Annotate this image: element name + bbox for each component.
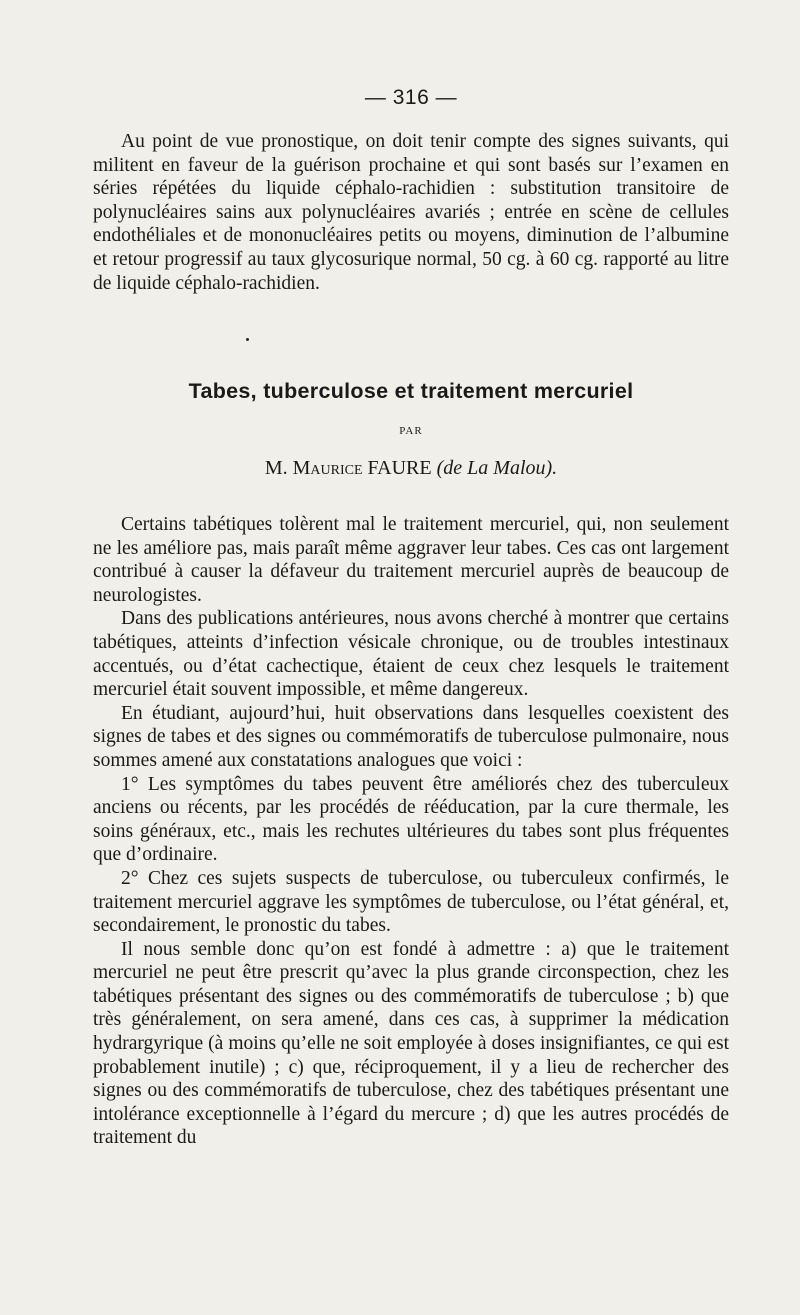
body-paragraph-1: Certains tabétiques tolèrent mal le traitement mercuriel, qui, non seulement ne les améliore pas, mais paraît même aggraver leur tabes. Ces cas ont largement contribué à causer la défaveur du traitement mercuriel auprès de beaucoup de neurologistes. [93,514,729,606]
by-label: PAR [399,425,423,437]
article-title: Tabes, tuberculose et traitement mercuriel [188,379,634,403]
author-first-name: Maurice [292,457,363,479]
intro-section [93,130,729,295]
author-affiliation: (de La Malou). [436,457,558,479]
intro-paragraph: Au point de vue pronostique, on doit tenir compte des signes suivants, qui militent en faveur de la guérison prochaine et qui sont basés sur l’examen en séries répétées du liquide céphalo-rachidien : substitution transitoire de polynucléaires sains aux polynucléaires avariés ; entrée en scène de cellules endothéliales et de mononucléaires petits ou moyens, diminution de l’albumine et retour progressif au taux glycosurique normal, 50 cg. à 60 cg. rapporté au litre de liquide céphalo-rachidien. [93,131,729,294]
body-paragraph-2: Dans des publications antérieures, nous avons cherché à montrer que certains tabétiques, atteints d’infection vésicale chronique, ou de troubles intestinaux accentués, ou d’état cachectique, étaient de ceux chez lesquels le traitement mercuriel était souvent impossible, et même dangereux. [93,608,729,701]
article-body [93,513,729,1150]
body-paragraph-4: 1° Les symptômes du tabes peuvent être améliorés chez des tuberculeux anciens ou récents, par les procédés de rééducation, par la cure thermale, les soins généraux, etc., mais les rechutes ultérieures du tabes sont plus fréquentes que d’ordinaire. [93,773,729,866]
stray-dot [246,338,249,341]
author-last-name: FAURE [367,457,432,479]
page-number: — 316 — [364,86,458,109]
author-line [93,457,729,480]
body-paragraph-3: En étudiant, aujourd’hui, huit observations dans lesquelles coexistent des signes de tabes et des signes ou commémoratifs de tuberculose pulmonaire, nous sommes amené aux constatations analogues que voici : [93,702,729,771]
body-paragraph-5: 2° Chez ces sujets suspects de tuberculose, ou tuberculeux confirmés, le traitement mercuriel aggrave les symptômes de tuberculose, ou l’état général, et, secondairement, le pronostic du tabes. [93,867,729,937]
author-prefix: M. [264,457,288,479]
body-paragraph-6: Il nous semble donc qu’on est fondé à admettre : a) que le traitement mercuriel ne peut être prescrit qu’avec la plus grande circonspection, chez les tabétiques présentant des signes ou des commémoratifs de tuberculose ; b) que très généralement, on sera amené, dans ces cas, à supprimer la médication hydrargyrique (à moins qu’elle ne soit employée à doses insignifiantes, ce qui est probablement inutile) ; c) que, réciproquement, il y a lieu de rechercher des signes ou des commémoratifs de tuberculose, chez des tabétiques présentant une intolérance exceptionnelle à l’égard du mercure ; d) que les autres procédés de traitement du [93,938,729,1149]
